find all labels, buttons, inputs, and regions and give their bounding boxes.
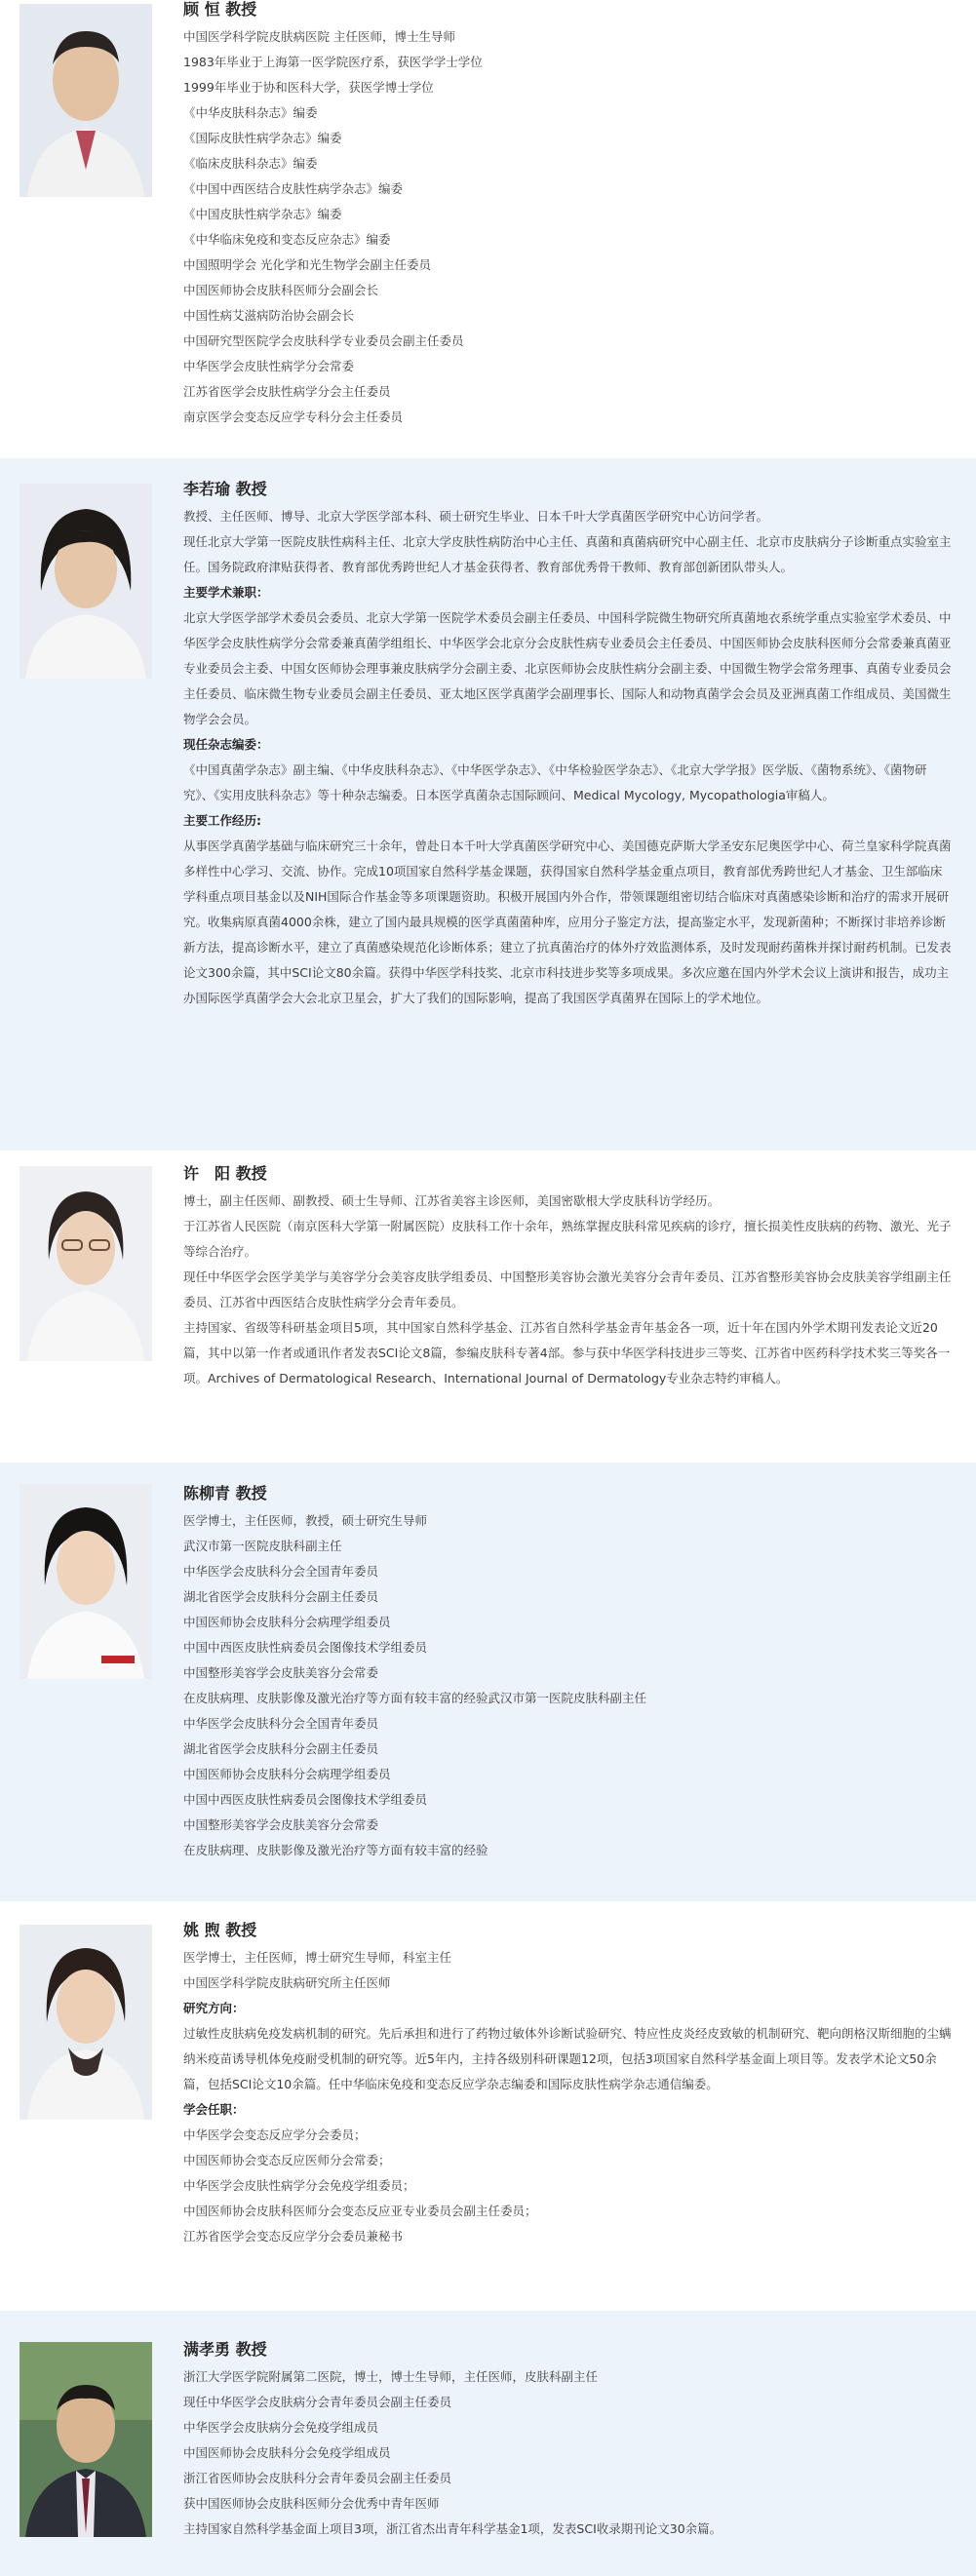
profile-paragraph: 过敏性皮肤病免疫发病机制的研究。先后承担和进行了药物过敏体外诊断试验研究、特应性皮炎经皮致敏的机制研究、靶向朗格汉斯细胞的尘螨纳米疫苗诱导机体免疫耐受机制的研究等。近5年内，主持各级别科研课题12项，包括3项国家自然科学基金面上项目等。发表学术论文50余篇，包括SCI论文10余篇。任中华临床免疫和变态反应学杂志编委和国际皮肤性病学杂志通信编委。	[183, 2026, 952, 2091]
profile-line: 医学博士，主任医师，博士研究生导师，科室主任	[183, 1950, 452, 1965]
profile-line: 中国整形美容学会皮肤美容分会常委	[183, 1817, 379, 1832]
profile-line: 中国医师协会皮肤科医师分会变态反应亚专业委员会副主任委员；	[183, 2204, 537, 2218]
section-heading: 主要工作经历:	[183, 813, 261, 828]
profile-line: 在皮肤病理、皮肤影像及激光治疗等方面有较丰富的经验武汉市第一医院皮肤科副主任	[183, 1691, 647, 1705]
profile-line: 江苏省医学会皮肤性病学分会主任委员	[183, 384, 391, 399]
profile-line: 主持国家自然科学基金面上项目3项，浙江省杰出青年科学基金1项，发表SCI收录期刊论文30余篇。	[183, 2521, 722, 2536]
profile-line: 中国医师协会皮肤科分会免疫学组成员	[183, 2445, 391, 2460]
profile-line: 江苏省医学会变态反应学分会委员兼秘书	[183, 2229, 404, 2244]
profile-line: 《中华皮肤科杂志》编委	[183, 105, 318, 120]
profile-line: 1983年毕业于上海第一医学院医疗系，获医学学士学位	[183, 55, 483, 69]
profile-line: 中华医学会皮肤病分会免疫学组成员	[183, 2420, 379, 2435]
profile-line: 中国医师协会变态反应医师分会常委；	[183, 2153, 391, 2167]
portrait-image-icon	[20, 4, 152, 197]
profile-line: 《中华临床免疫和变态反应杂志》编委	[183, 232, 391, 247]
profile-line: 中国中西医皮肤性病委员会图像技术学组委员	[183, 1640, 428, 1655]
profile-line: 在皮肤病理、皮肤影像及激光治疗等方面有较丰富的经验	[183, 1843, 488, 1857]
profile-name: 姚 煦 教授	[183, 1921, 257, 1939]
profile-line: 浙江大学医学院附属第二医院，博士，博士生导师，主任医师，皮肤科副主任	[183, 2369, 599, 2384]
profile-card-yao-xu	[0, 1901, 976, 2311]
profile-paragraph: 主持国家、省级等科研基金项目5项，其中国家自然科学基金、江苏省自然科学基金青年基金各一项，近十年在国内外学术期刊发表论文近20篇，其中以第一作者或通讯作者发表SCI论文8篇，参编皮肤科专著4部。参与获中华医学科技进步三等奖、江苏省中医药科学技术奖三等奖各一项。Archives of Dermatological Research、International Journal of Dermatology专业杂志特约审稿人。	[183, 1320, 951, 1386]
profile-line: 湖北省医学会皮肤科分会副主任委员	[183, 1589, 379, 1604]
profile-line: 《中国皮肤性病学杂志》编委	[183, 207, 342, 221]
profile-paragraph: 从事医学真菌学基础与临床研究三十余年，曾赴日本千叶大学真菌医学研究中心、美国德克萨斯大学圣安东尼奥医学中心、荷兰皇家科学院真菌多样性中心学习、交流、协作。完成10项国家自然科学基金课题，获得国家自然科学基金重点项目，教育部优秀跨世纪人才基金、卫生部临床学科重点项目基金以及NIH国际合作基金等多项课题资助。积极开展国内外合作，带领课题组密切结合临床对真菌感染诊断和治疗的需求开展研究。收集病原真菌4000余株，建立了国内最具规模的医学真菌菌种库，应用分子鉴定方法，提高鉴定水平，发现新菌种；不断探讨非培养诊断新方法，提高诊断水平，建立了真菌感染规范化诊断体系；建立了抗真菌治疗的体外疗效监测体系，及时发现耐药菌株并探讨耐药机制。已发表论文300余篇，其中SCI论文80余篇。获得中华医学科技奖、北京市科技进步奖等多项成果。多次应邀在国内外学术会议上演讲和报告，成功主办国际医学真菌学会大会北京卫星会，扩大了我们的国际影响，提高了我国医学真菌界在国际上的学术地位。	[183, 839, 952, 1005]
profile-line: 《中国中西医结合皮肤性病学杂志》编委	[183, 181, 404, 196]
profile-line: 中国性病艾滋病防治协会副会长	[183, 308, 355, 323]
profile-line: 中华医学会皮肤性病学分会免疫学组委员；	[183, 2178, 415, 2193]
profile-line: 现任中华医学会皮肤病分会青年委员会副主任委员	[183, 2395, 452, 2409]
section-heading: 研究方向：	[183, 2001, 245, 2015]
profile-paragraph: 现任中华医学会医学美学与美容学分会美容皮肤学组委员、中国整形美容协会激光美容分会青年委员、江苏省整形美容协会皮肤美容学组副主任委员、江苏省中西医结合皮肤性病学分会青年委员。	[183, 1269, 952, 1309]
section-heading: 学会任职：	[183, 2102, 245, 2117]
profile-paragraph: 北京大学医学部学术委员会委员、北京大学第一医院学术委员会副主任委员、中国科学院微生物研究所真菌地衣系统学重点实验室学术委员、中华医学会皮肤性病学分会常委兼真菌学组组长、中华医学会北京分会皮肤性病专业委员会主任委员、中国医师协会皮肤科医师分会常委兼真菌亚专业委员会主委、中国女医师协会理事兼皮肤病学分会副主委、北京医师协会皮肤性病分会副主委、中国微生物学会常务理事、真菌专业委员会主任委员、临床微生物专业委员会副主任委员、亚太地区医学真菌学会副理事长、国际人和动物真菌学会会员及亚洲真菌工作组成员、美国微生物学会会员。	[183, 610, 952, 726]
profile-paragraph: 于江苏省人民医院（南京医科大学第一附属医院）皮肤科工作十余年，熟练掌握皮肤科常见疾病的诊疗，擅长损美性皮肤病的药物、激光、光子等综合治疗。	[183, 1219, 952, 1259]
section-heading: 现任杂志编委：	[183, 737, 269, 752]
profile-line: 中国医学科学院皮肤病医院 主任医师，博士生导师	[183, 29, 455, 44]
profile-card-gu-heng	[0, 0, 976, 458]
profile-paragraph: 现任北京大学第一医院皮肤性病科主任、北京大学皮肤性病防治中心主任、真菌和真菌病研究中心副主任、北京市皮肤病分子诊断重点实验室主任。国务院政府津贴获得者、教育部优秀跨世纪人才基金获得者、教育部优秀骨干教师、教育部创新团队带头人。	[183, 534, 952, 574]
profile-card-chen-liuqing	[0, 1463, 976, 1901]
profile-line: 中国医师协会皮肤科分会病理学组委员	[183, 1615, 391, 1629]
profile-line: 医学博士，主任医师，教授，硕士研究生导师	[183, 1513, 428, 1528]
profile-line: 中国中西医皮肤性病委员会图像技术学组委员	[183, 1792, 428, 1807]
profile-line: 1999年毕业于协和医科大学，获医学博士学位	[183, 80, 434, 95]
profile-name: 陈柳青 教授	[183, 1484, 267, 1503]
profile-line: 中华医学会变态反应学分会委员；	[183, 2127, 367, 2142]
portrait-photo	[20, 484, 152, 679]
profile-line: 湖北省医学会皮肤科分会副主任委员	[183, 1741, 379, 1756]
portrait-image-icon	[20, 1166, 152, 1361]
profile-line: 中国研究型医院学会皮肤科学专业委员会副主任委员	[183, 333, 464, 348]
profile-line: 中国医学科学院皮肤病研究所主任医师	[183, 1975, 391, 1990]
profile-line: 中华医学会皮肤科分会全国青年委员	[183, 1564, 379, 1579]
profile-paragraph: 博士，副主任医师、副教授、硕士生导师、江苏省美容主诊医师，美国密歇根大学皮肤科访学经历。	[183, 1193, 721, 1208]
portrait-photo	[20, 2342, 152, 2537]
portrait-image-icon	[20, 1484, 152, 1679]
profile-name: 满孝勇 教授	[183, 2340, 267, 2359]
profile-line: 中国整形美容学会皮肤美容分会常委	[183, 1665, 379, 1680]
portrait-photo	[20, 4, 152, 197]
profile-line: 武汉市第一医院皮肤科副主任	[183, 1539, 342, 1553]
profile-line: 南京医学会变态反应学专科分会主任委员	[183, 410, 404, 424]
profile-card-xu-yang	[0, 1151, 976, 1463]
portrait-photo	[20, 1166, 152, 1361]
profile-line: 《国际皮肤性病学杂志》编委	[183, 131, 342, 145]
portrait-photo	[20, 1484, 152, 1679]
profile-line: 中国医师协会皮肤科分会病理学组委员	[183, 1767, 391, 1781]
profile-name: 许 阳 教授	[183, 1164, 267, 1183]
profile-paragraph: 《中国真菌学杂志》副主编、《中华皮肤科杂志》、《中华医学杂志》、《中华检验医学杂志》、《北京大学学报》医学版、《菌物系统》、《菌物研究》、《实用皮肤科杂志》等十种杂志编委。日本医学真菌杂志国际顾问、Medical Mycology, Mycopathologia审稿人。	[183, 762, 927, 802]
profile-line: 中国照明学会 光化学和光生物学会副主任委员	[183, 257, 431, 272]
portrait-image-icon	[20, 484, 152, 679]
profile-card-li-ruoyu	[0, 458, 976, 1151]
portrait-image-icon	[20, 1925, 152, 2120]
portrait-image-icon	[20, 2342, 152, 2537]
profile-line: 中国医师协会皮肤科医师分会副会长	[183, 283, 379, 297]
profile-line: 浙江省医师协会皮肤科分会青年委员会副主任委员	[183, 2471, 452, 2485]
section-heading: 主要学术兼职：	[183, 585, 269, 600]
profile-paragraph: 教授、主任医师、博导、北京大学医学部本科、硕士研究生毕业、日本千叶大学真菌医学研究中心访问学者。	[183, 509, 769, 524]
profile-card-man-xiaoyong	[0, 2311, 976, 2576]
profile-line: 《临床皮肤科杂志》编委	[183, 156, 318, 171]
profile-line: 获中国医师协会皮肤科医师分会优秀中青年医师	[183, 2496, 440, 2511]
profile-line: 中华医学会皮肤科分会全国青年委员	[183, 1716, 379, 1731]
profile-name: 李若瑜 教授	[183, 480, 267, 498]
portrait-photo	[20, 1925, 152, 2120]
profile-name: 顾 恒 教授	[183, 0, 257, 19]
profile-line: 中华医学会皮肤性病学分会常委	[183, 359, 355, 373]
